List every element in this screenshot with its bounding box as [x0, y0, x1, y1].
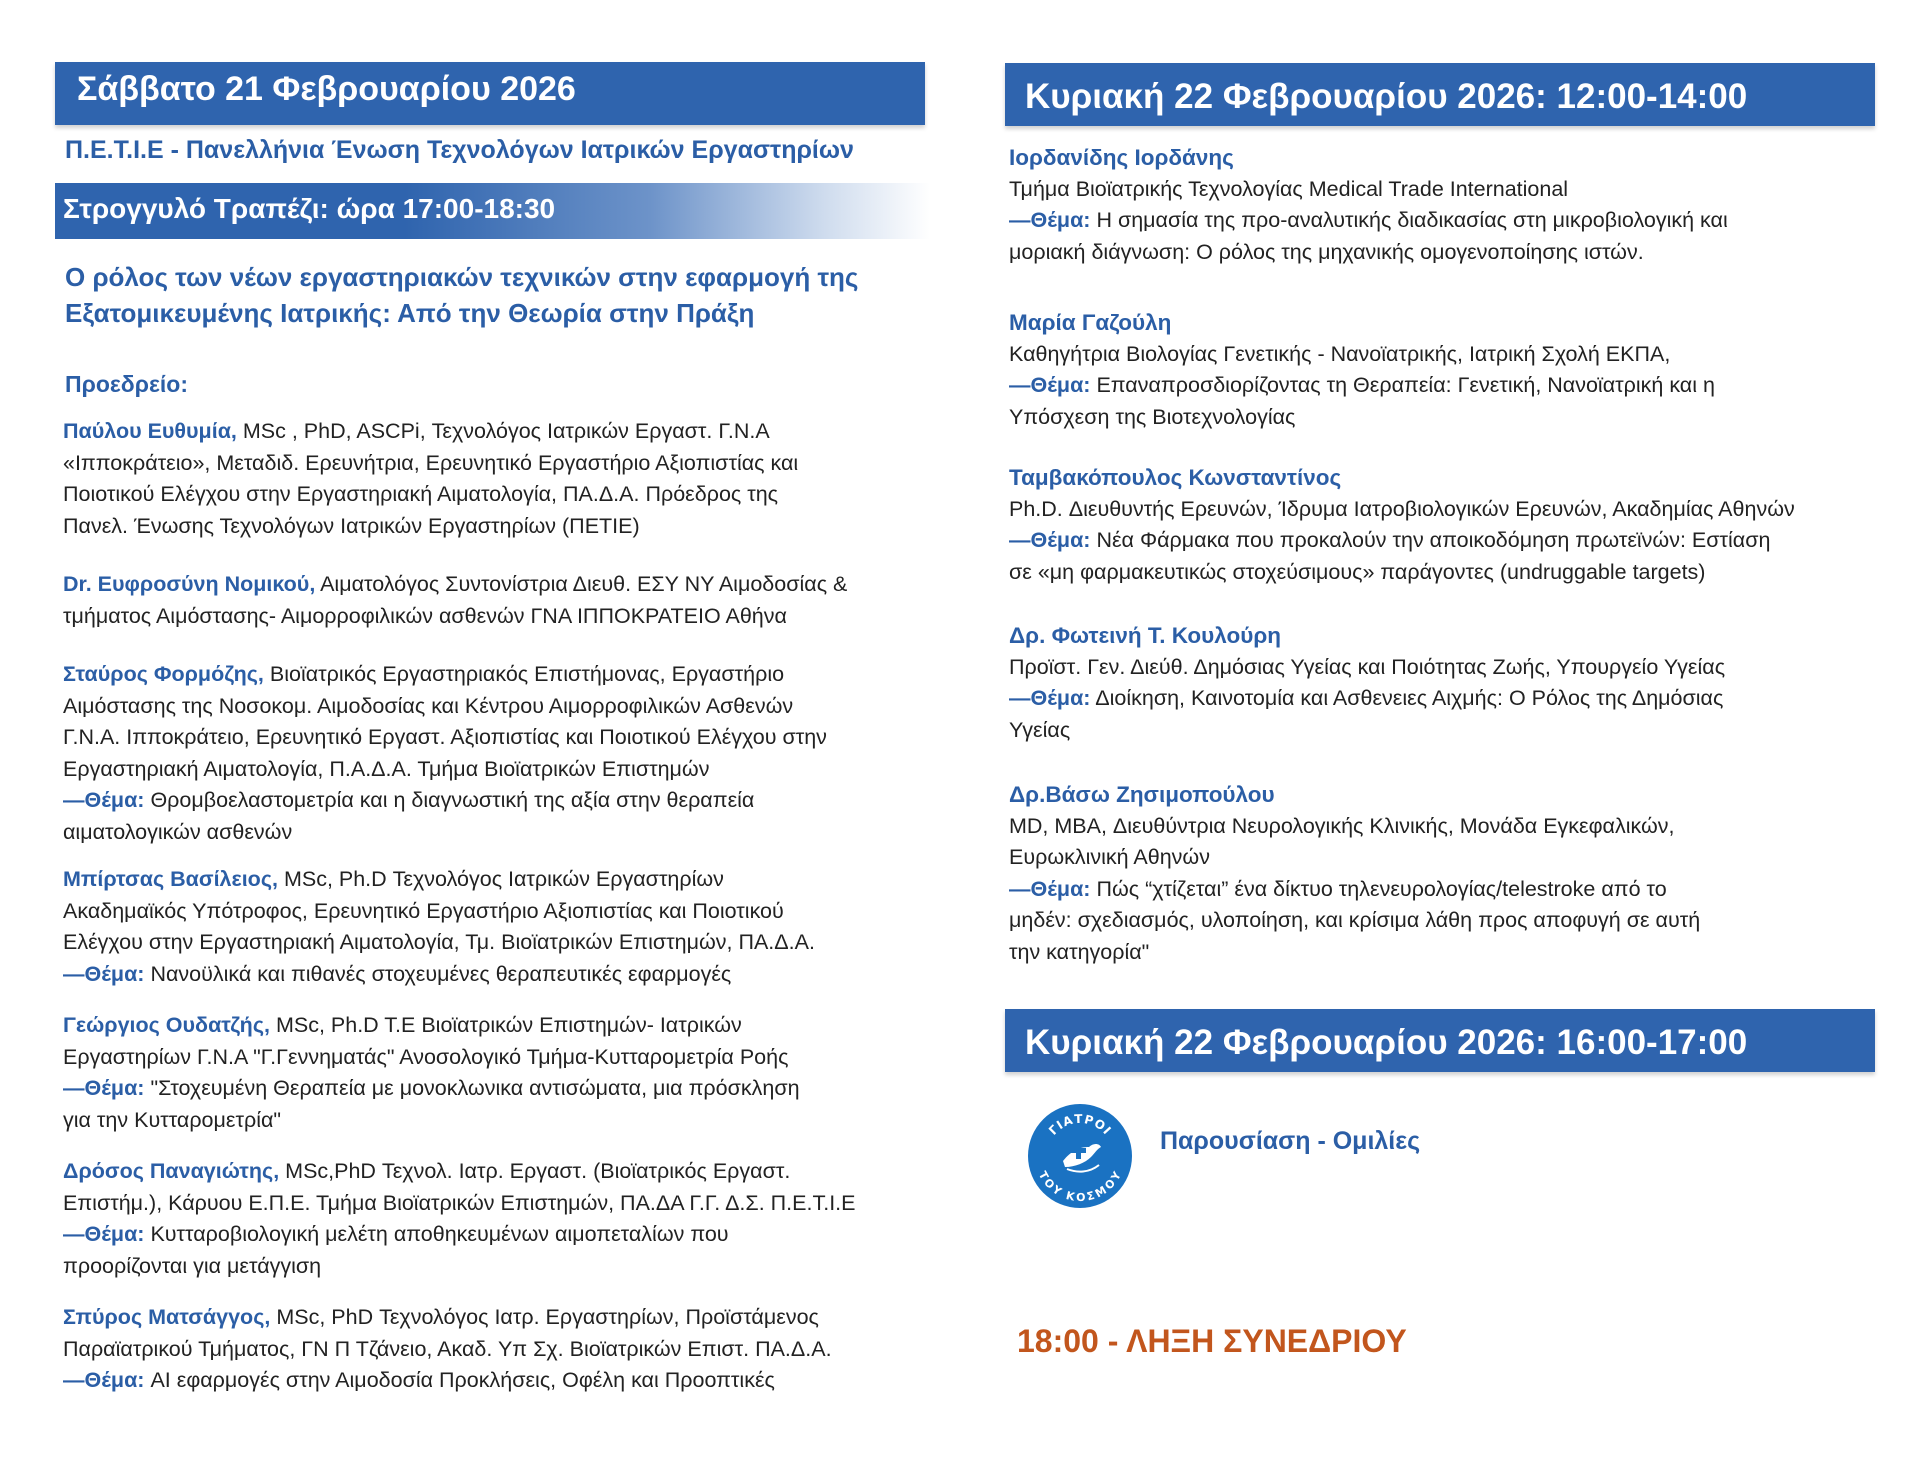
- theme-text: για την Κυτταρομετρία": [63, 1107, 282, 1132]
- speaker-affiliation: Βιοϊατρικός Εργαστηριακός Επιστήμονας, Εργαστήριο: [263, 662, 785, 686]
- logo-text-top: ΓΙΑΤΡΟΙ: [1045, 1111, 1115, 1138]
- speaker-affiliation: MSc, Ph.D Τεχνολόγος Ιατρικών Εργαστηρίων: [277, 867, 724, 891]
- speaker-affiliation: Ελέγχου στην Εργαστηριακή Αιματολογία, Τμ. Βιοϊατρικών Επιστημών, ΠΑ.Δ.Α.: [63, 930, 815, 954]
- speaker-affiliation: MD, MBA, Διευθύντρια Νευρολογικής Κλινικής, Μονάδα Εγκεφαλικών,: [1009, 813, 1675, 838]
- theme-text: Υπόσχεση της Βιοτεχνολογίας: [1009, 404, 1296, 429]
- theme-text: Επαναπροσδιορίζοντας τη Θεραπεία: Γενετική, Νανοϊατρική και η: [1090, 373, 1715, 397]
- speaker-affiliation: Γ.Ν.Α. Ιπποκράτειο, Ερευνητικό Εργαστ. Αξιοπιστίας και Ποιοτικού Ελέγχου στην: [63, 725, 827, 749]
- doctors-of-the-world-logo: [1027, 1103, 1133, 1209]
- theme-text: μηδέν: σχεδιασμός, υλοποίηση, και κρίσιμα λάθη προς αποφυγή σε αυτή: [1009, 908, 1701, 932]
- presentation-label: Παρουσίαση - Ομιλίες: [1160, 1127, 1421, 1155]
- theme-label: —Θέμα:: [63, 788, 145, 812]
- presidium-label: Προεδρείο:: [65, 371, 188, 397]
- speaker-affiliation: Επιστήμ.), Κάρυου Ε.Π.Ε. Τμήμα Βιοϊατρικών Επιστημών, ΠΑ.ΔΑ Γ.Γ. Δ.Σ. Π.Ε.Τ.Ι.Ε: [63, 1190, 856, 1215]
- speaker-name: Παύλου Ευθυμία,: [63, 419, 237, 443]
- speaker-entry: [63, 1302, 963, 1397]
- sunday-banner-afternoon: Κυριακή 22 Φεβρουαρίου 2026: 16:00-17:00: [1005, 1009, 1875, 1072]
- theme-text: Πώς “χτίζεται” ένα δίκτυο τηλενευρολογίας/telestroke από το: [1090, 876, 1667, 901]
- sunday-banner-morning: Κυριακή 22 Φεβρουαρίου 2026: 12:00-14:00: [1005, 63, 1875, 126]
- theme-text: Νέα Φάρμακα που προκαλούν την αποικοδόμηση πρωτεϊνών: Εστίαση: [1090, 528, 1771, 552]
- speaker-name: Ταμβακόπουλος Κωνσταντίνος: [1009, 465, 1342, 490]
- speaker-name: Σπύρος Ματσάγγος,: [63, 1305, 271, 1329]
- round-table-title-line: Εξατομικευμένης Ιατρικής: Από την Θεωρία στην Πράξη: [65, 298, 755, 328]
- theme-text: Κυτταροβιολογική μελέτη αποθηκευμένων αιμοπεταλίων που: [144, 1222, 729, 1246]
- speaker-entry: [1009, 779, 1889, 968]
- theme-label: —Θέμα:: [63, 961, 145, 986]
- theme-text: σε «μη φαρμακευτικώς στοχεύσιμους» παράγοντες (undruggable targets): [1009, 559, 1706, 584]
- speaker-name: Σταύρος Φορμόζης,: [63, 662, 264, 686]
- speaker-name: Δρόσος Παναγιώτης,: [63, 1159, 280, 1183]
- speaker-affiliation: Αιμόστασης της Νοσοκομ. Αιμοδοσίας και Κέντρου Αιμορροφιλικών Ασθενών: [63, 693, 794, 718]
- speaker-affiliation: MSc, Ph.D T.E Βιοϊατρικών Επιστημών- Ιατρικών: [269, 1013, 742, 1037]
- speaker-affiliation: Αιματολόγος Συντονίστρια Διευθ. ΕΣΥ ΝΥ Αιμοδοσίας &: [315, 572, 848, 596]
- speaker-affiliation: MSc, PhD Τεχνολόγος Ιατρ. Εργαστηρίων, Προϊστάμενος: [270, 1305, 819, 1329]
- speaker-affiliation: Ph.D. Διευθυντής Ερευνών, Ίδρυμα Ιατροβιολογικών Ερευνών, Ακαδημίας Αθηνών: [1009, 496, 1795, 521]
- speaker-name: Δρ. Φωτεινή Τ. Κουλούρη: [1009, 623, 1282, 648]
- round-table-title-line: Ο ρόλος των νέων εργαστηριακών τεχνικών στην εφαρμογή της: [65, 262, 859, 292]
- speaker-affiliation: «Ιπποκράτειο», Μεταδιδ. Ερευνήτρια, Ερευνητικό Εργαστήριο Αξιοπιστίας και: [63, 450, 799, 475]
- speaker-entry: [63, 1010, 963, 1136]
- speaker-entry: [63, 416, 963, 542]
- speaker-name: Dr. Ευφροσύνη Νομικού,: [63, 572, 316, 596]
- speaker-affiliation: Παραϊατρικού Τμήματος, ΓΝ Π Τζάνειο, Ακαδ. Υπ Σχ. Βιοϊατρικών Επιστ. ΠΑ.Δ.Α.: [63, 1336, 832, 1361]
- speaker-affiliation: Τμήμα Βιοϊατρικής Τεχνολογίας Medical Trade International: [1009, 176, 1569, 201]
- speaker-entry: [1009, 462, 1889, 588]
- theme-label: —Θέμα:: [63, 1076, 145, 1100]
- theme-text: Διοίκηση, Καινοτομία και Ασθενειες Αιχμής: Ο Ρόλος της Δημόσιας: [1090, 686, 1724, 710]
- theme-text: προορίζονται για μετάγγιση: [63, 1253, 322, 1278]
- theme-label: —Θέμα:: [1009, 373, 1091, 397]
- theme-text: μοριακή διάγνωση: Ο ρόλος της μηχανικής ομογενοποίησης ιστών.: [1009, 239, 1644, 264]
- speaker-name: Ιορδανίδης Ιορδάνης: [1009, 145, 1234, 170]
- speaker-name: Μπίρτσας Βασίλειος,: [63, 867, 278, 891]
- speaker-affiliation: Προϊστ. Γεν. Διεύθ. Δημόσιας Υγείας και Ποιότητας Ζωής, Υπουργείο Υγείας: [1009, 654, 1726, 679]
- speaker-entry: [63, 1156, 963, 1282]
- speaker-entry: [1009, 307, 1889, 433]
- theme-text: Νανοϋλικά και πιθανές στοχευμένες θεραπευτικές εφαρμογές: [144, 961, 732, 986]
- organization-title: Π.Ε.Τ.Ι.Ε - Πανελλήνια Ένωση Τεχνολόγων Ιατρικών Εργαστηρίων: [65, 136, 854, 164]
- speaker-name: Δρ.Βάσω Ζησιμοπούλου: [1009, 782, 1275, 807]
- speaker-affiliation: Ποιοτικού Ελέγχου στην Εργαστηριακή Αιματολογία, ΠΑ.Δ.Α. Πρόεδρος της: [63, 482, 779, 506]
- speaker-affiliation: Εργαστηριακή Αιματολογία, Π.Α.Δ.Α. Τμήμα Βιοϊατρικών Επιστημών: [63, 756, 710, 781]
- speaker-entry: [1009, 620, 1889, 746]
- speaker-entry: [1009, 142, 1889, 268]
- speaker-affiliation: Ακαδημαϊκός Υπότροφος, Ερευνητικό Εργαστήριο Αξιοπιστίας και Ποιοτικού: [63, 898, 784, 923]
- round-table-banner: Στρογγυλό Τραπέζι: ώρα 17:00-18:30: [55, 183, 930, 239]
- speaker-affiliation: Ευρωκλινική Αθηνών: [1009, 845, 1210, 869]
- speaker-entry: [63, 569, 963, 632]
- theme-label: —Θέμα:: [63, 1222, 145, 1246]
- saturday-banner: Σάββατο 21 Φεβρουαρίου 2026: [55, 62, 925, 125]
- theme-text: Υγείας: [1009, 717, 1071, 742]
- theme-label: —Θέμα:: [1009, 686, 1091, 710]
- speaker-affiliation: Εργαστηρίων Γ.Ν.Α "Γ.Γεννηματάς" Ανοσολογικό Τμήμα-Κυτταρομετρία Ροής: [63, 1044, 789, 1069]
- theme-label: —Θέμα:: [1009, 876, 1091, 901]
- theme-text: την κατηγορία": [1009, 939, 1150, 964]
- speaker-affiliation: τμήματος Αιμόστασης- Αιμορροφιλικών ασθενών ΓΝΑ ΙΠΠΟΚΡΑΤΕΙΟ Αθήνα: [63, 603, 787, 628]
- speaker-name: Γεώργιος Ουδατζής,: [63, 1013, 270, 1037]
- logo-text-bottom: ΤΟΥ ΚΟΣΜΟΥ: [1035, 1169, 1125, 1205]
- speaker-affiliation: MSc,PhD Τεχνολ. Ιατρ. Εργαστ. (Βιοϊατρικός Εργαστ.: [279, 1159, 791, 1183]
- theme-label: —Θέμα:: [63, 1368, 145, 1392]
- speaker-entry: [63, 659, 963, 848]
- speaker-entry: [63, 864, 963, 990]
- closing-text: 18:00 - ΛΗΞΗ ΣΥΝΕΔΡΙΟΥ: [1017, 1323, 1407, 1359]
- speaker-affiliation: Πανελ. Ένωσης Τεχνολόγων Ιατρικών Εργαστηρίων (ΠΕΤΙΕ): [63, 513, 640, 538]
- theme-text: AI εφαρμογές στην Αιμοδοσία Προκλήσεις, Οφέλη και Προοπτικές: [144, 1368, 775, 1392]
- theme-label: —Θέμα:: [1009, 208, 1091, 232]
- theme-text: Θρομβοελαστομετρία και η διαγνωστική της αξία στην θεραπεία: [144, 788, 755, 812]
- theme-text: "Στοχευμένη Θεραπεία με μονοκλωνικα αντισώματα, μια πρόσκληση: [144, 1076, 800, 1100]
- round-table-title: [65, 259, 945, 331]
- theme-text: Η σημασία της προ-αναλυτικής διαδικασίας στη μικροβιολογική και: [1090, 208, 1728, 232]
- speaker-affiliation: MSc , PhD, ASCPi, Τεχνολόγος Ιατρικών Εργαστ. Γ.Ν.Α: [236, 419, 770, 443]
- theme-text: αιματολογικών ασθενών: [63, 819, 293, 844]
- speaker-affiliation: Καθηγήτρια Βιολογίας Γενετικής - Νανοϊατρικής, Ιατρική Σχολή ΕΚΠΑ,: [1009, 341, 1671, 366]
- speaker-name: Μαρία Γαζούλη: [1009, 310, 1172, 335]
- theme-label: —Θέμα:: [1009, 528, 1091, 552]
